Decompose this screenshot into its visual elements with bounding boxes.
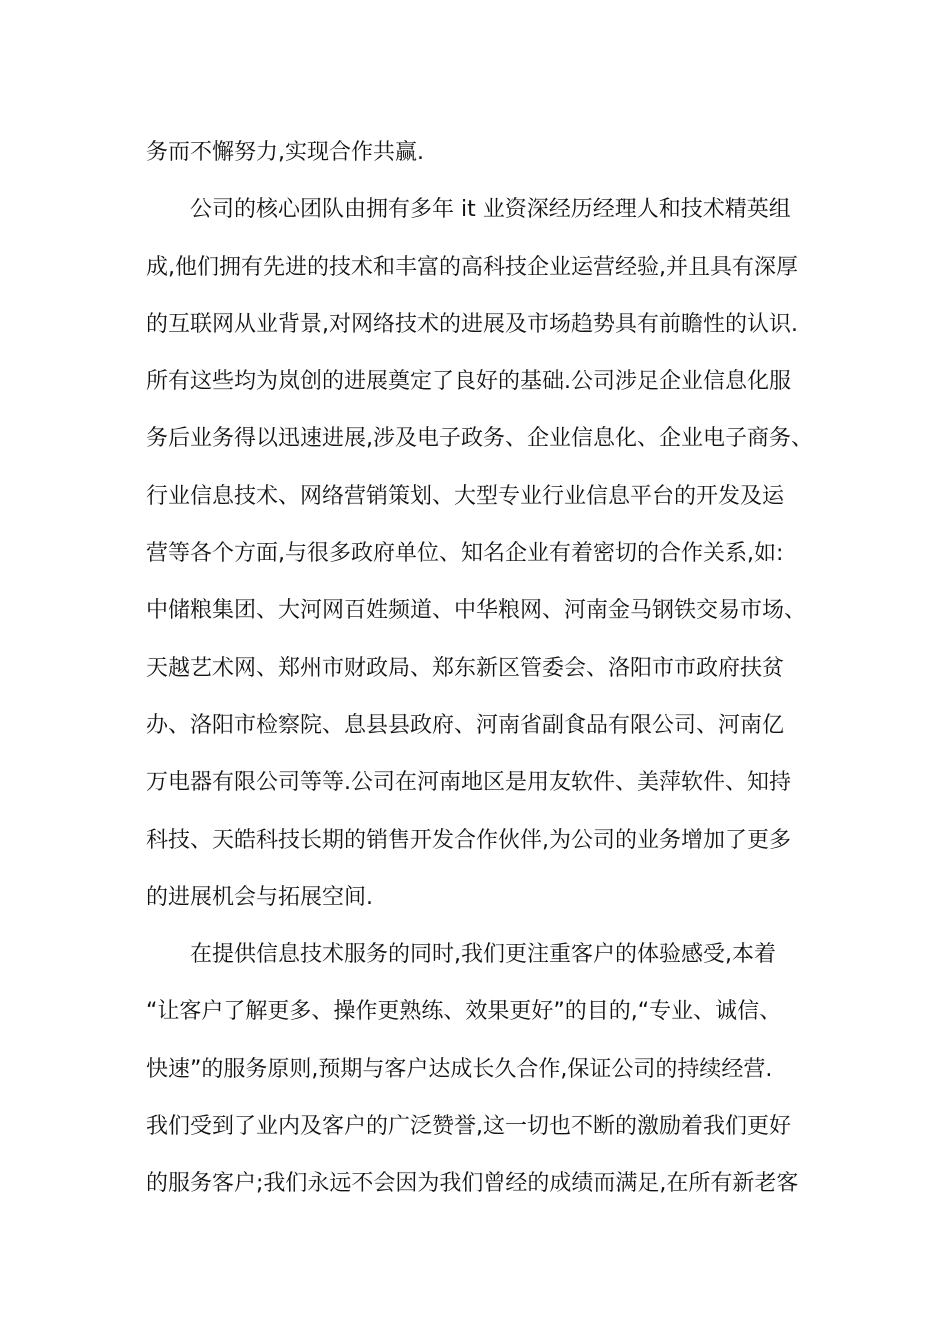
text-line: 万电器有限公司等等.公司在河南地区是用友软件、美萍软件、知持 [146,770,791,796]
text-line: 科技、天皓科技长期的销售开发合作伙伴,为公司的业务增加了更多 [146,827,791,853]
text-line: 我们受到了业内及客户的广泛赞誉,这一切也不断的激励着我们更好 [146,1114,791,1140]
text-line: “让客户了解更多、操作更熟练、效果更好”的目的,“专业、诚信、 [146,999,782,1025]
text-line: 的服务客户;我们永远不会因为我们曾经的成绩而满足,在所有新老客 [146,1171,799,1197]
text-line: 的进展机会与拓展空间. [146,884,373,910]
text-line: 成,他们拥有先进的技术和丰富的高科技企业运营经验,并且具有深厚 [146,254,798,280]
text-line: 中储粮集团、大河网百姓频道、中华粮网、河南金马钢铁交易市场、 [146,598,807,624]
text-line: 行业信息技术、网络营销策划、大型专业行业信息平台的开发及运 [146,483,785,509]
text-line: 的互联网从业背景,对网络技术的进展及市场趋势具有前瞻性的认识. [146,311,798,337]
text-line: 天越艺术网、郑州市财政局、郑东新区管委会、洛阳市市政府扶贫 [146,655,785,681]
text-line: 务而不懈努力,实现合作共赢. [146,140,424,165]
text-line: 快速”的服务原则,预期与客户达成长久合作,保证公司的持续经营. [146,1056,773,1082]
body-text [146,124,826,1213]
text-line: 务后业务得以迅速进展,涉及电子政务、企业信息化、企业电子商务、 [146,426,813,452]
text-line: 公司的核心团队由拥有多年 it 业资深经历经理人和技术精英组 [190,197,791,223]
text-line: 营等各个方面,与很多政府单位、知名企业有着密切的合作关系,如: [146,541,784,567]
text-line: 在提供信息技术服务的同时,我们更注重客户的体验感受,本着 [190,942,776,968]
text-line: 所有这些均为岚创的进展奠定了良好的基础.公司涉足企业信息化服 [146,369,791,395]
text-line: 办、洛阳市检察院、息县县政府、河南省副食品有限公司、河南亿 [146,712,785,738]
